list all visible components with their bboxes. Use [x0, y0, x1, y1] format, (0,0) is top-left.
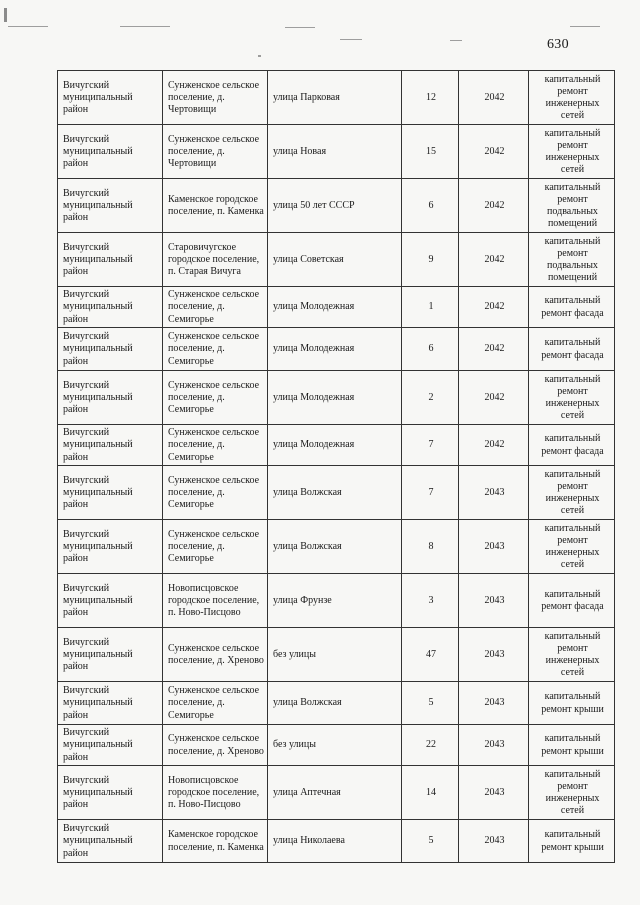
housing-repair-table: [57, 70, 615, 863]
table-row: [58, 682, 615, 725]
scan-mark: [340, 39, 362, 40]
house-number-cell: 6: [402, 328, 459, 371]
house-number-cell: 47: [402, 628, 459, 682]
settlement-cell: Старовичугское городское поселение, п. Старая Вичуга: [163, 233, 268, 287]
street-cell: улица Молодежная: [268, 287, 402, 328]
year-cell: 2042: [459, 71, 529, 125]
settlement-cell: Сунженское сельское поселение, д. Хреново: [163, 628, 268, 682]
district-cell: Вичугский муниципальный район: [58, 233, 163, 287]
house-number-cell: 9: [402, 233, 459, 287]
year-cell: 2043: [459, 628, 529, 682]
street-cell: улица Молодежная: [268, 425, 402, 466]
district-cell: Вичугский муниципальный район: [58, 371, 163, 425]
work-type-cell: капитальный ремонт подвальных помещений: [529, 179, 615, 233]
table-row: [58, 233, 615, 287]
year-cell: 2042: [459, 328, 529, 371]
settlement-cell: Сунженское сельское поселение, д. Семигорье: [163, 520, 268, 574]
district-cell: Вичугский муниципальный район: [58, 125, 163, 179]
year-cell: 2042: [459, 125, 529, 179]
scan-mark: [570, 26, 600, 27]
street-cell: улица Молодежная: [268, 328, 402, 371]
work-type-cell: капитальный ремонт подвальных помещений: [529, 233, 615, 287]
year-cell: 2042: [459, 425, 529, 466]
table-row: [58, 766, 615, 820]
year-cell: 2043: [459, 820, 529, 863]
street-cell: улица Волжская: [268, 520, 402, 574]
work-type-cell: капитальный ремонт фасада: [529, 574, 615, 628]
street-cell: улица Аптечная: [268, 766, 402, 820]
street-cell: улица Николаева: [268, 820, 402, 863]
district-cell: Вичугский муниципальный район: [58, 328, 163, 371]
district-cell: Вичугский муниципальный район: [58, 520, 163, 574]
house-number-cell: 7: [402, 466, 459, 520]
house-number-cell: 12: [402, 71, 459, 125]
house-number-cell: 3: [402, 574, 459, 628]
table-row: [58, 628, 615, 682]
street-cell: улица Парковая: [268, 71, 402, 125]
settlement-cell: Сунженское сельское поселение, д. Семигорье: [163, 682, 268, 725]
work-type-cell: капитальный ремонт инженерных сетей: [529, 371, 615, 425]
settlement-cell: Сунженское сельское поселение, д. Чертовищи: [163, 71, 268, 125]
settlement-cell: Сунженское сельское поселение, д. Семигорье: [163, 371, 268, 425]
house-number-cell: 5: [402, 682, 459, 725]
work-type-cell: капитальный ремонт инженерных сетей: [529, 766, 615, 820]
settlement-cell: Сунженское сельское поселение, д. Семигорье: [163, 466, 268, 520]
table-row: [58, 287, 615, 328]
district-cell: Вичугский муниципальный район: [58, 766, 163, 820]
table-row: [58, 425, 615, 466]
district-cell: Вичугский муниципальный район: [58, 466, 163, 520]
house-number-cell: 14: [402, 766, 459, 820]
table-row: [58, 179, 615, 233]
district-cell: Вичугский муниципальный район: [58, 682, 163, 725]
settlement-cell: Сунженское сельское поселение, д. Семигорье: [163, 328, 268, 371]
settlement-cell: Сунженское сельское поселение, д. Семигорье: [163, 425, 268, 466]
table-row: [58, 725, 615, 766]
table-row: [58, 574, 615, 628]
settlement-cell: Каменское городское поселение, п. Каменка: [163, 179, 268, 233]
settlement-cell: Каменское городское поселение, п. Каменка: [163, 820, 268, 863]
district-cell: Вичугский муниципальный район: [58, 574, 163, 628]
table-row: [58, 125, 615, 179]
street-cell: улица Волжская: [268, 682, 402, 725]
year-cell: 2042: [459, 287, 529, 328]
year-cell: 2042: [459, 179, 529, 233]
scan-mark: [4, 8, 7, 22]
street-cell: улица Волжская: [268, 466, 402, 520]
work-type-cell: капитальный ремонт крыши: [529, 682, 615, 725]
page-number: 630: [547, 37, 569, 52]
house-number-cell: 7: [402, 425, 459, 466]
district-cell: Вичугский муниципальный район: [58, 425, 163, 466]
work-type-cell: капитальный ремонт фасада: [529, 425, 615, 466]
scan-mark: [285, 27, 315, 28]
district-cell: Вичугский муниципальный район: [58, 725, 163, 766]
table-row: [58, 328, 615, 371]
street-cell: улица Молодежная: [268, 371, 402, 425]
house-number-cell: 6: [402, 179, 459, 233]
year-cell: 2043: [459, 766, 529, 820]
year-cell: 2043: [459, 725, 529, 766]
year-cell: 2042: [459, 233, 529, 287]
table-row: [58, 71, 615, 125]
scan-mark: [450, 40, 462, 41]
settlement-cell: Новописцовское городское поселение, п. Ново-Писцово: [163, 574, 268, 628]
street-cell: улица Советская: [268, 233, 402, 287]
house-number-cell: 8: [402, 520, 459, 574]
work-type-cell: капитальный ремонт инженерных сетей: [529, 71, 615, 125]
work-type-cell: капитальный ремонт крыши: [529, 820, 615, 863]
street-cell: улица Новая: [268, 125, 402, 179]
district-cell: Вичугский муниципальный район: [58, 71, 163, 125]
street-cell: без улицы: [268, 628, 402, 682]
house-number-cell: 1: [402, 287, 459, 328]
scan-dot: [258, 55, 261, 57]
house-number-cell: 15: [402, 125, 459, 179]
settlement-cell: Новописцовское городское поселение, п. Ново-Писцово: [163, 766, 268, 820]
work-type-cell: капитальный ремонт фасада: [529, 328, 615, 371]
street-cell: улица Фрунзе: [268, 574, 402, 628]
table-row: [58, 520, 615, 574]
year-cell: 2043: [459, 682, 529, 725]
house-number-cell: 22: [402, 725, 459, 766]
year-cell: 2042: [459, 371, 529, 425]
work-type-cell: капитальный ремонт инженерных сетей: [529, 466, 615, 520]
street-cell: улица 50 лет СССР: [268, 179, 402, 233]
settlement-cell: Сунженское сельское поселение, д. Семигорье: [163, 287, 268, 328]
district-cell: Вичугский муниципальный район: [58, 287, 163, 328]
table-row: [58, 820, 615, 863]
district-cell: Вичугский муниципальный район: [58, 628, 163, 682]
district-cell: Вичугский муниципальный район: [58, 820, 163, 863]
year-cell: 2043: [459, 574, 529, 628]
house-number-cell: 5: [402, 820, 459, 863]
work-type-cell: капитальный ремонт фасада: [529, 287, 615, 328]
year-cell: 2043: [459, 466, 529, 520]
table-row: [58, 466, 615, 520]
house-number-cell: 2: [402, 371, 459, 425]
district-cell: Вичугский муниципальный район: [58, 179, 163, 233]
settlement-cell: Сунженское сельское поселение, д. Чертовищи: [163, 125, 268, 179]
settlement-cell: Сунженское сельское поселение, д. Хреново: [163, 725, 268, 766]
table-row: [58, 371, 615, 425]
work-type-cell: капитальный ремонт инженерных сетей: [529, 628, 615, 682]
scan-mark: [8, 26, 48, 27]
year-cell: 2043: [459, 520, 529, 574]
scan-mark: [120, 26, 170, 27]
work-type-cell: капитальный ремонт крыши: [529, 725, 615, 766]
work-type-cell: капитальный ремонт инженерных сетей: [529, 520, 615, 574]
work-type-cell: капитальный ремонт инженерных сетей: [529, 125, 615, 179]
street-cell: без улицы: [268, 725, 402, 766]
